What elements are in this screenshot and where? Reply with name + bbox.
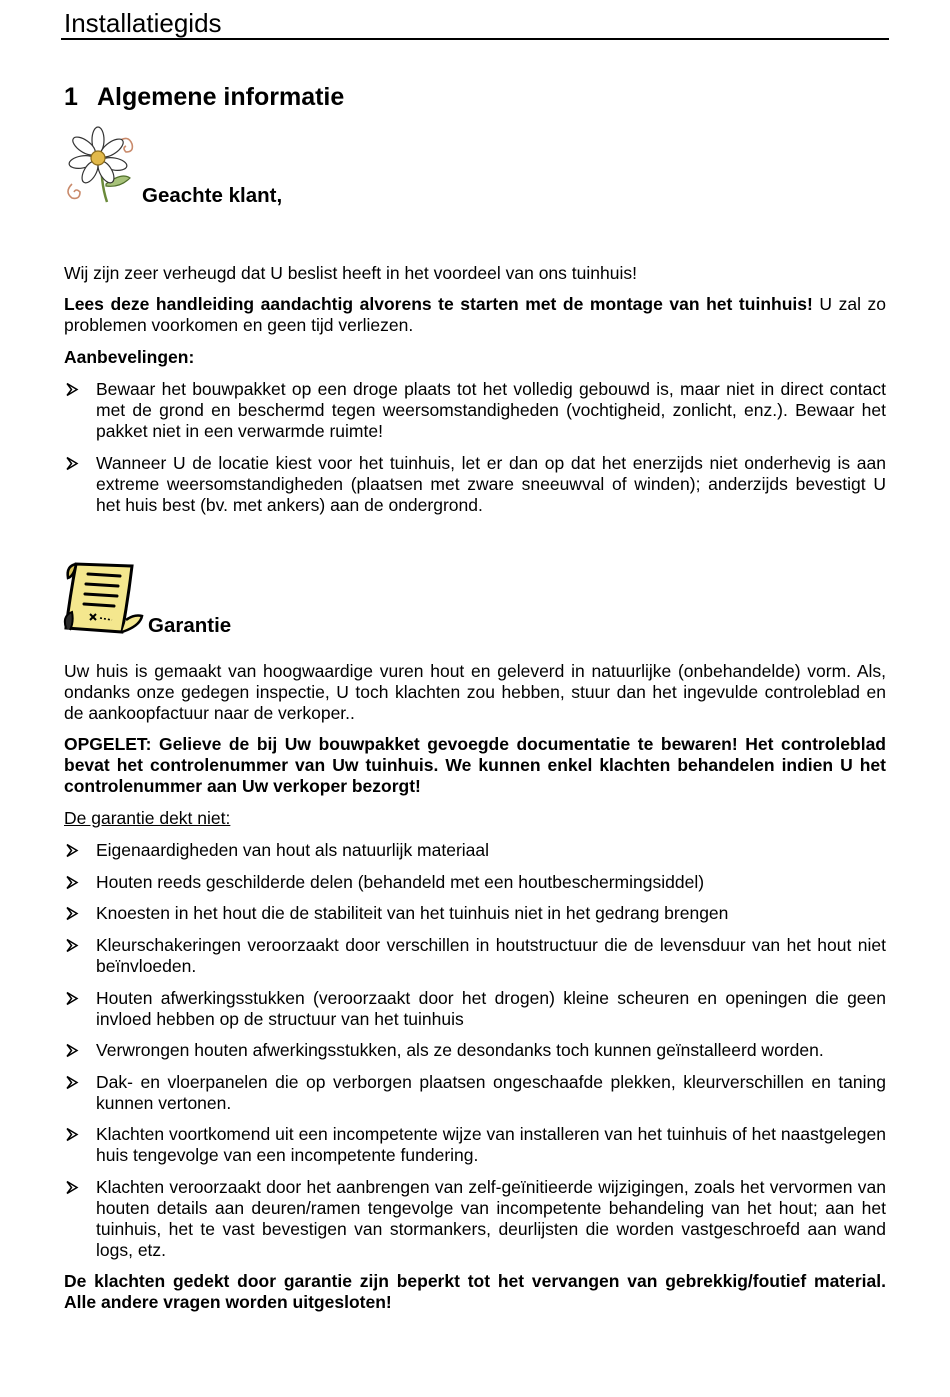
warranty-warning: OPGELET: Gelieve de bij Uw bouwpakket gevoegde documentatie te bewaren! Het controleblad bevat het controlenummer van Uw tuinhuis. We kunnen enkel klachten behandelen indien U het controlenummer aan Uw verkoper bezorgt! bbox=[64, 734, 886, 796]
warranty-paragraph: Uw huis is gemaakt van hoogwaardige vuren hout en geleverd in natuurlijke (onbehandelde) vorm. Als, ondanks onze gedegen inspectie, U toch klachten zou hebben, stuur dan het ingevulde controleblad en de aankoopfactuur naar de verkoper.. bbox=[64, 661, 886, 723]
arrowhead-bullet-icon bbox=[64, 1072, 80, 1093]
recommendation-text: Bewaar het bouwpakket op een droge plaats tot het volledig gebouwd is, maar niet in direct contact met de grond en beschermd tegen weersomstandigheden (vochtigheid, zonlicht, enz.). Bewaar het pakket niet in een verwarmde ruimte! bbox=[96, 379, 886, 441]
list-item bbox=[64, 379, 886, 442]
greeting: Geachte klant, bbox=[142, 184, 283, 207]
section-title: Algemene informatie bbox=[97, 83, 345, 111]
not-covered-text: Kleurschakeringen veroorzaakt door verschillen in houtstructuur die de levensduur van het hout niet beïnvloeden. bbox=[96, 935, 886, 976]
intro-instruction bbox=[64, 294, 886, 336]
arrowhead-bullet-icon bbox=[64, 988, 80, 1009]
not-covered-text: Klachten voortkomend uit een incompetente wijze van installeren van het tuinhuis of het naastgelegen huis tengevolge van een incompetente fundering. bbox=[96, 1124, 886, 1165]
arrowhead-bullet-icon bbox=[64, 1177, 80, 1198]
list-item bbox=[64, 840, 886, 861]
recommendation-text: Wanneer U de locatie kiest voor het tuinhuis, let er dan op dat het enerzijds niet onderhevig is aan extreme weersomstandigheden (plaatsen met zware sneeuwval of winden); anderzijds bevestigt U het huis best (bv. met ankers) aan de ondergrond. bbox=[96, 453, 886, 515]
intro-paragraph: Wij zijn zeer verheugd dat U beslist heeft in het voordeel van ons tuinhuis! bbox=[64, 263, 637, 283]
arrowhead-bullet-icon bbox=[64, 903, 80, 924]
not-covered-text: Houten reeds geschilderde delen (behandeld met een houtbeschermingsiddel) bbox=[96, 872, 705, 892]
arrowhead-bullet-icon bbox=[64, 1040, 80, 1061]
not-covered-text: Dak- en vloerpanelen die op verborgen plaatsen ongeschaafde plekken, kleurverschillen en taning kunnen vertonen. bbox=[96, 1072, 886, 1113]
intro-instruction-bold: Lees deze handleiding aandachtig alvorens te starten met de montage van het tuinhuis! bbox=[64, 294, 813, 314]
not-covered-text: Klachten veroorzaakt door het aanbrengen van zelf-geïnitieerde wijzigingen, zoals het vervormen van houten details aan deuren/ramen tengevolge van incompetente behandeling van het hout; aan het tuinhuis, het te vast bevestigen van stormankers, deurlijsten die worden vastgeschroefd aan wand logs, etz. bbox=[96, 1177, 886, 1260]
list-item bbox=[64, 1177, 886, 1261]
arrowhead-bullet-icon bbox=[64, 453, 80, 474]
arrowhead-bullet-icon bbox=[64, 1124, 80, 1145]
header-title: Installatiegids bbox=[64, 8, 222, 38]
warranty-title: Garantie bbox=[148, 614, 232, 637]
list-item bbox=[64, 1072, 886, 1114]
list-item bbox=[64, 872, 886, 893]
warranty-closing: De klachten gedekt door garantie zijn beperkt tot het vervangen van gebrekkig/foutief material. Alle andere vragen worden uitgesloten! bbox=[64, 1271, 886, 1312]
not-covered-text: Houten afwerkingsstukken (veroorzaakt door het drogen) kleine scheuren en openingen die geen invloed hebben op de structuur van het tuinhuis bbox=[96, 988, 886, 1029]
header-rule bbox=[61, 38, 889, 40]
list-item bbox=[64, 1040, 886, 1061]
intro-instruction-rest: U zal zo problemen voorkomen en geen tijd verliezen. bbox=[64, 294, 887, 335]
list-item bbox=[64, 1124, 886, 1166]
recommendations-heading: Aanbevelingen: bbox=[64, 347, 195, 367]
list-item bbox=[64, 453, 886, 516]
arrowhead-bullet-icon bbox=[64, 935, 80, 956]
section-heading bbox=[64, 82, 344, 112]
arrowhead-bullet-icon bbox=[64, 872, 80, 893]
arrowhead-bullet-icon bbox=[64, 840, 80, 861]
not-covered-text: Eigenaardigheden van hout als natuurlijk materiaal bbox=[96, 840, 490, 860]
list-item bbox=[64, 988, 886, 1030]
not-covered-text: Verwrongen houten afwerkingsstukken, als ze desondanks toch kunnen geïnstalleerd worden. bbox=[96, 1040, 824, 1060]
scroll-document-icon bbox=[62, 556, 144, 636]
list-item bbox=[64, 903, 886, 924]
not-covered-heading: De garantie dekt niet: bbox=[64, 808, 231, 828]
list-item bbox=[64, 935, 886, 977]
arrowhead-bullet-icon bbox=[64, 379, 80, 400]
section-number: 1 bbox=[64, 83, 78, 111]
not-covered-text: Knoesten in het hout die de stabiliteit van het tuinhuis niet in het gedrang brengen bbox=[96, 903, 729, 923]
flower-clipart-icon bbox=[62, 126, 136, 204]
